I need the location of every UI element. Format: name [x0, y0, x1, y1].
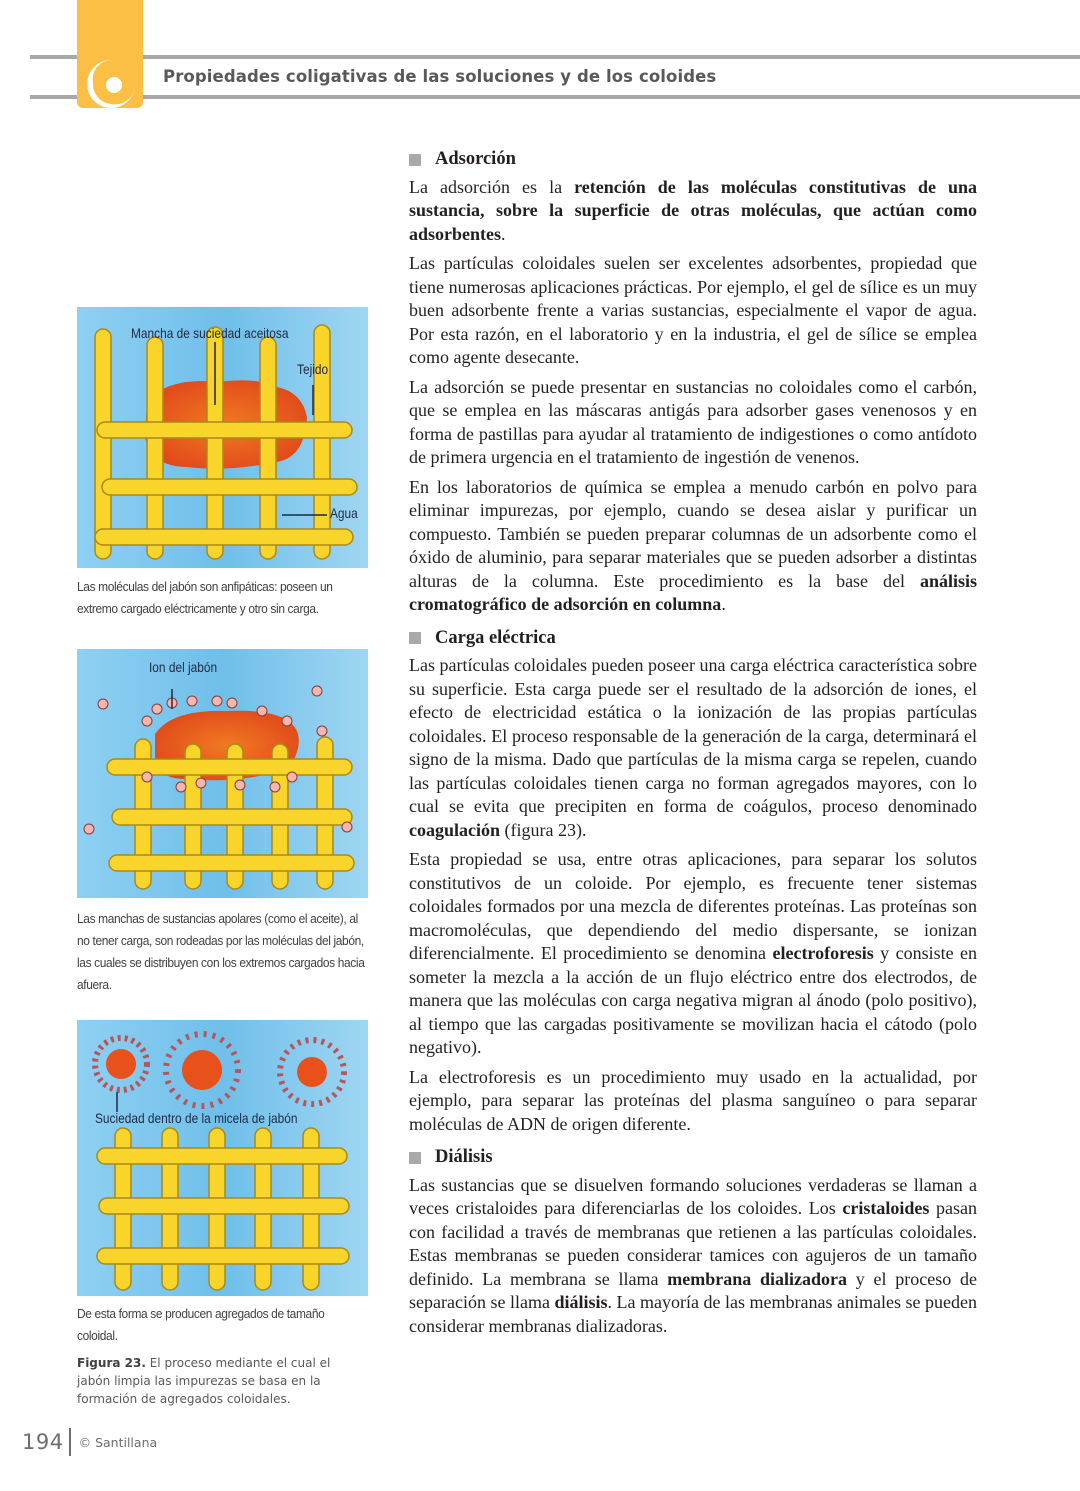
figure-caption-3: De esta forma se producen agregados de tamaño coloidal. — [77, 1306, 325, 1343]
paragraph: Las partículas coloidales suelen ser excelentes adsorbentes, propiedad que tiene numerosas aplicaciones prácticas. Por ejemplo, el gel de sílice es un muy buen adsorbente frente a varias sustancias, especialmente el vapor de agua. Por esta razón, en el laboratorio y en la industria, el gel de sílice se emplea como agente desecante. — [409, 253, 977, 367]
paragraph: La electroforesis es un procedimiento muy usado en la actualidad, por ejemplo, para separar las proteínas del plasma sanguíneo o para separar moléculas de ADN de origen diferente. — [409, 1066, 977, 1134]
section-carga-electrica — [409, 627, 977, 1137]
page-number: 194 — [22, 1430, 64, 1454]
figure-caption-2: Las manchas de sustancias apolares (como el aceite), al no tener carga, son rodeadas por las moléculas del jabón, las cuales se distribuyen con los extremos cargados hacia afuera. — [77, 911, 365, 992]
figure-title-text: El proceso mediante el cual el jabón limpia las impurezas se basa en la formación de agregados coloidales. — [77, 1356, 331, 1406]
paragraph: Esta propiedad se usa, entre otras aplicaciones, para separar los solutos constitutivos de un coloide. Por ejemplo, es frecuente tener sistemas coloidales formados por una mezcla de diferentes proteínas. Las proteínas son macromoléculas, que dependiendo del medio dispersante, se ionizan diferencialmente. El procedimiento se denomina electroforesis y consiste en someter la mezcla a la acción de un flujo eléctrico entre dos electrodos, de manera que las moléculas con carga negativa migran al ánodo (polo positivo), al tiempo que las cargadas positivamente se movilizan hacia el cátodo (polo negativo). — [409, 849, 977, 1057]
figure-title — [77, 1354, 367, 1408]
label-fabric: Tejido — [297, 361, 329, 377]
section-heading-text: Diálisis — [435, 1147, 493, 1167]
figure-micelles — [77, 1020, 368, 1296]
paragraph: La adsorción es la retención de las moléculas constitutivas de una sustancia, sobre la superficie de otras moléculas, que actúan como adsorbentes. — [409, 176, 978, 244]
header-rule-bottom — [30, 95, 1080, 99]
paragraph: Las partículas coloidales pueden poseer una carga eléctrica característica sobre su superficie. Esta carga puede ser el resultado de la adsorción de iones, el efecto de electricidad estática o la ionización de las propias partículas coloidales. El proceso responsable de la generación de la carga, determinará el signo de la misma. Dado que partículas de la misma carga se repelen, cuando las partículas coloidales tienen carga no forman agregados mayores, con lo cual se evita que precipiten en forma de coágulos, proceso denominado coagulación (figura 23). — [409, 655, 977, 840]
label-micelle: Suciedad dentro de la micela de jabón — [95, 1110, 298, 1126]
paragraph: La adsorción se puede presentar en sustancias no coloidales como el carbón, que se emplea en las máscaras antigás para adsorber gases venenosos y en forma de pastillas para ayudar al tratamiento de indigestiones o como antídoto de primera urgencia en el tratamiento de ingestión de venenos. — [409, 376, 977, 467]
figure-soap-ions — [77, 649, 368, 898]
label-water: Agua — [330, 505, 358, 521]
swirl-logo-icon — [81, 54, 141, 114]
main-text-column — [409, 148, 977, 1348]
figure-soap-stain — [77, 307, 368, 568]
paragraph: En los laboratorios de química se emplea a menudo carbón en polvo para eliminar impurezas, por ejemplo, cuando se desea aislar y purificar un compuesto. También se pueden preparar columnas de un adsorbente como el óxido de aluminio, para separar materiales que se pueden adsorber a distintas alturas de la columna. Este procedimiento es la base del análisis cromatográfico de adsorción en columna. — [409, 476, 977, 614]
section-heading — [409, 627, 977, 651]
header-rule-top — [30, 55, 1080, 59]
label-soap-ion: Ion del jabón — [149, 659, 218, 675]
figure-caption-1: Las moléculas del jabón son anfipáticas: poseen un extremo cargado eléctricamente y otro sin carga. — [77, 579, 333, 616]
section-heading-text: Carga eléctrica — [435, 627, 556, 648]
square-bullet-icon — [409, 632, 421, 644]
copyright: © Santillana — [78, 1434, 158, 1450]
section-dialisis — [409, 1146, 977, 1338]
footer-divider — [69, 1428, 71, 1456]
page-footer — [22, 1428, 157, 1456]
chapter-title: Propiedades coligativas de las soluciones y de los coloides — [163, 67, 717, 86]
square-bullet-icon — [409, 1152, 421, 1164]
square-bullet-icon — [409, 154, 421, 166]
section-heading — [409, 148, 977, 172]
section-adsorcion — [409, 148, 977, 617]
figure-title-label: Figura 23. — [77, 1356, 146, 1370]
label-oil-stain: Mancha de suciedad aceitosa — [131, 325, 289, 341]
paragraph: Las sustancias que se disuelven formando soluciones verdaderas se llaman a veces cristaloides para diferenciarlas de los coloides. Los cristaloides pasan con facilidad a través de membranas que retienen a las partículas coloidales. Estas membranas se pueden considerar tamices con agujeros de un tamaño definido. La membrana se llama membrana dializadora y el proceso de separación se llama diálisis. La mayoría de las membranas animales se pueden considerar membranas dializadoras. — [409, 1174, 978, 1336]
section-heading — [409, 1146, 977, 1170]
section-heading-text: Adsorción — [435, 149, 516, 169]
